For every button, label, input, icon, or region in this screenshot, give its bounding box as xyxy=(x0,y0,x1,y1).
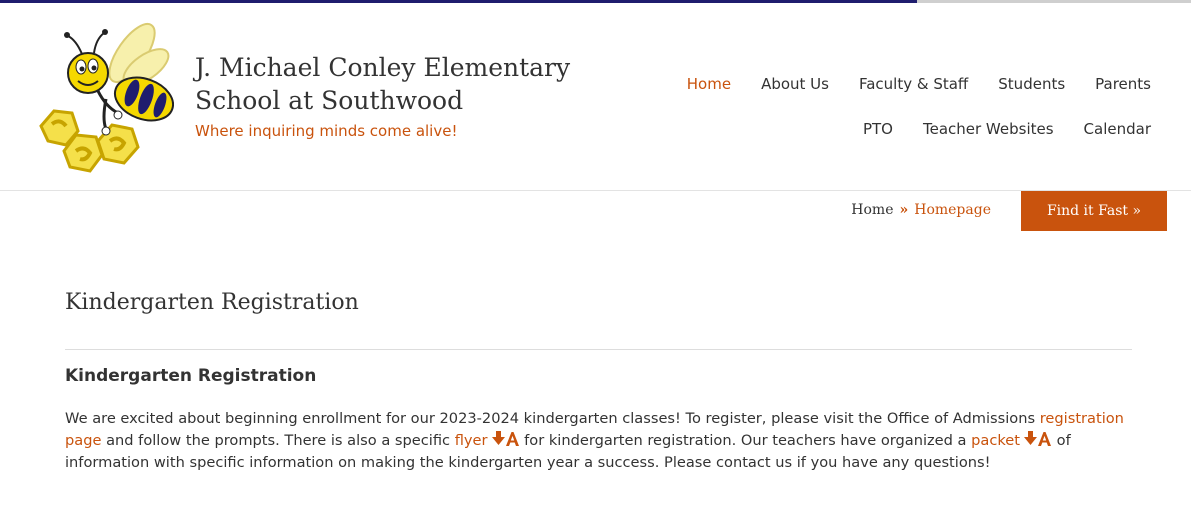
registration-paragraph xyxy=(65,408,1135,474)
tagline: Where inquiring minds come alive! xyxy=(195,122,458,140)
nav-pto[interactable]: PTO xyxy=(862,119,893,138)
section-heading: Kindergarten Registration xyxy=(65,366,317,386)
find-it-fast-button[interactable]: Find it Fast » xyxy=(1021,191,1167,231)
breadcrumb-home[interactable]: Home xyxy=(851,202,894,218)
main-nav-row-1 xyxy=(531,61,1151,106)
download-icon xyxy=(1024,431,1052,447)
breadcrumb-current: Homepage xyxy=(914,202,991,218)
school-name-line2: School at Southwood xyxy=(195,86,464,115)
nav-students[interactable]: Students xyxy=(998,74,1066,93)
bee-mascot-icon xyxy=(36,21,174,177)
main-nav-row-2 xyxy=(531,106,1151,151)
nav-parents[interactable]: Parents xyxy=(1095,74,1151,93)
bee-mascot-logo[interactable] xyxy=(36,21,174,177)
paragraph-text-3: for kindergarten registration. Our teachers have organized a xyxy=(519,432,972,449)
page-title: Kindergarten Registration xyxy=(65,290,359,315)
title-divider xyxy=(65,349,1132,350)
packet-link[interactable] xyxy=(971,432,1052,449)
school-name-line1: J. Michael Conley Elementary xyxy=(195,53,571,82)
breadcrumb xyxy=(851,202,991,218)
packet-link-label: packet xyxy=(971,432,1020,449)
nav-about-us[interactable]: About Us xyxy=(761,74,829,93)
nav-home[interactable]: Home xyxy=(686,74,732,93)
paragraph-text-4: of information with specific information on making the kindergarten year a success. Please contact us if you have any questions! xyxy=(65,432,1071,471)
paragraph-text-1: We are excited about beginning enrollment for our 2023-2024 kindergarten classes! To register, please visit the Office of Admissions xyxy=(65,410,1040,427)
download-icon xyxy=(492,431,520,447)
breadcrumb-separator: » xyxy=(899,202,909,218)
site-header xyxy=(0,3,1191,191)
nav-teacher-websites[interactable]: Teacher Websites xyxy=(922,119,1054,138)
flyer-link-label: flyer xyxy=(454,432,488,449)
main-nav xyxy=(531,61,1151,151)
paragraph-text-2: and follow the prompts. There is also a specific xyxy=(101,432,455,449)
nav-calendar[interactable]: Calendar xyxy=(1083,119,1151,138)
registration-page-link[interactable]: registration page xyxy=(65,410,1124,449)
nav-faculty-staff[interactable]: Faculty & Staff xyxy=(858,74,969,93)
flyer-link[interactable] xyxy=(455,432,520,449)
